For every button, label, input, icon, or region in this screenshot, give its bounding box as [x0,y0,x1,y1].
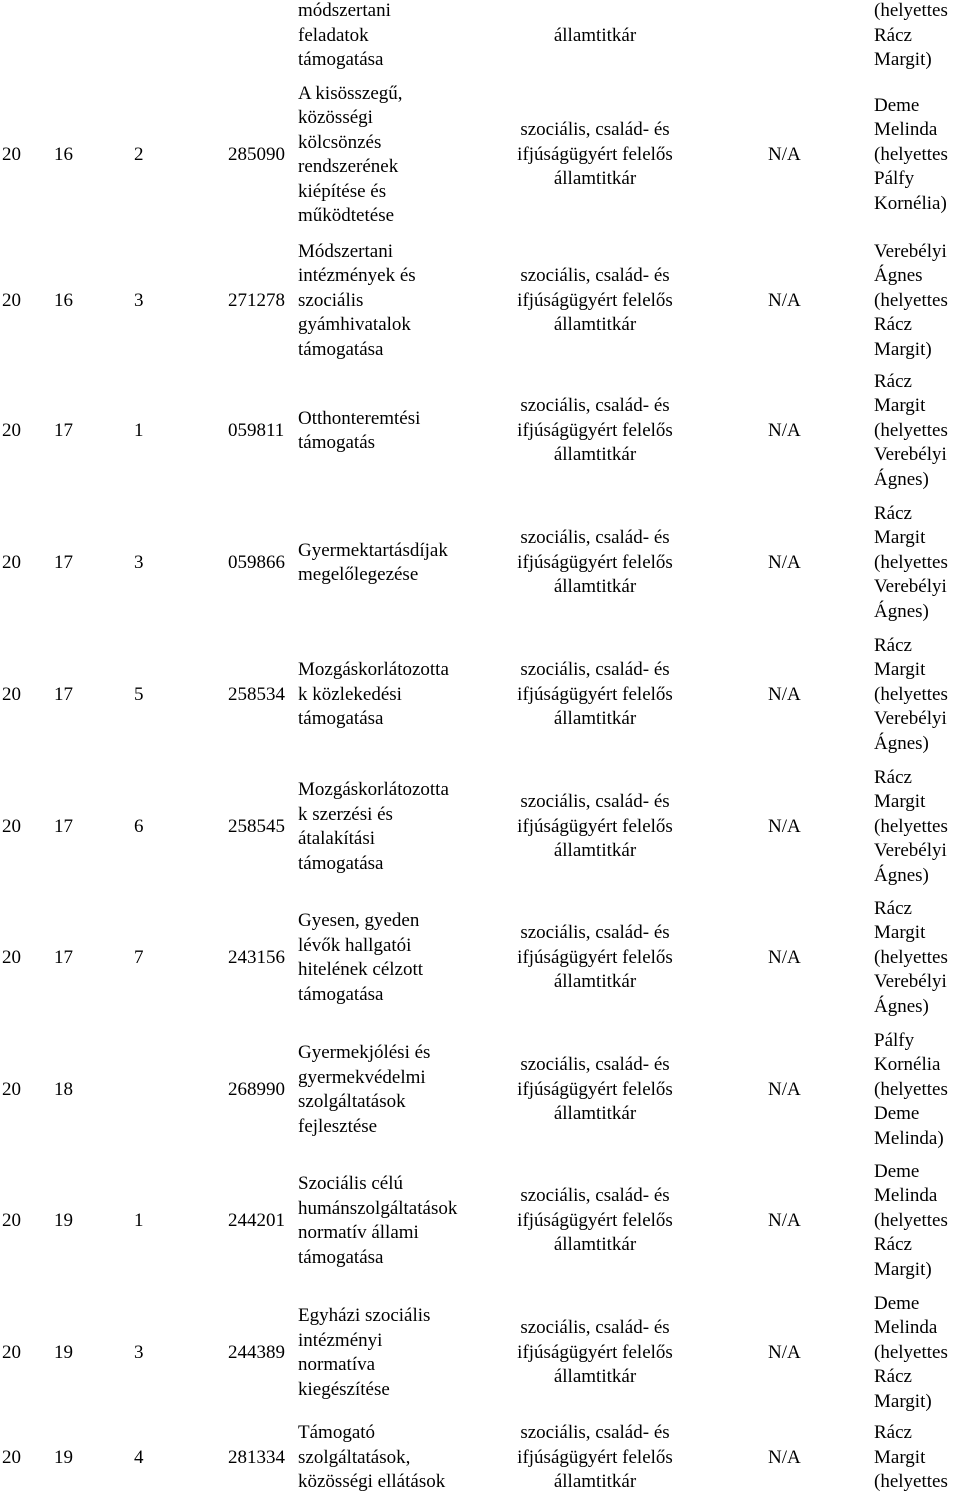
col-prefix [2,1288,42,1418]
col-prefix-text: 20 [2,683,21,705]
col-official-text: Verebélyi Ágnes (helyettes Rácz Margit) [874,240,948,360]
col-responsible-text: szociális, család- és ifjúságügyért felelős államtitkár [517,659,673,730]
col-chapter [54,1288,94,1418]
col-chapter-text: 19 [54,1341,73,1363]
col-prefix-text: 20 [2,946,21,968]
col-id [228,0,298,72]
col-chapter-text: 18 [54,1078,73,1100]
col-chapter-text: 17 [54,419,73,441]
col-official-text: Rácz Margit (helyettes Verebélyi Ágnes) [874,502,948,622]
col-id-text: 285090 [228,143,285,165]
col-status-text: N/A [768,946,801,968]
col-name [298,82,508,226]
col-name-text: Egyházi szociális intézményi normatíva kiegészítése [298,1305,431,1400]
col-id-text: 059811 [228,419,285,441]
col-responsible-text: szociális, család- és ifjúságügyért felelős államtitkár [517,265,673,336]
col-status-text: N/A [768,1341,801,1363]
col-status [768,630,818,760]
col-name [298,0,508,72]
col-title [134,1418,174,1498]
col-id [228,1025,298,1155]
col-official [874,1288,960,1418]
col-official [874,498,960,628]
col-responsible [505,762,685,892]
col-prefix-text: 20 [2,289,21,311]
col-title-text: 3 [134,289,144,311]
col-name [298,1288,508,1418]
col-title [134,630,174,760]
col-prefix [2,0,42,72]
col-status [768,1156,818,1286]
col-id [228,893,298,1023]
table-row [0,1025,960,1155]
col-title-text: 5 [134,683,144,705]
table-row [0,1418,960,1498]
col-responsible-text: szociális, család- és ifjúságügyért felelős államtitkár [517,1185,673,1256]
col-id [228,498,298,628]
col-prefix [2,1025,42,1155]
table-row [0,366,960,496]
col-title [134,1288,174,1418]
col-chapter [54,366,94,496]
col-chapter [54,1025,94,1155]
col-status-text: N/A [768,1446,801,1468]
col-chapter [54,86,94,224]
col-chapter [54,893,94,1023]
col-name-text: Támogató szolgáltatások, közösségi ellátások [298,1422,446,1493]
col-name-text: Gyermekjólési és gyermekvédelmi szolgáltatások fejlesztése [298,1042,431,1137]
col-name [298,1418,508,1498]
col-title-text: 4 [134,1446,144,1468]
col-chapter [54,1156,94,1286]
col-responsible-text: szociális, család- és ifjúságügyért felelős államtitkár [517,527,673,598]
col-responsible-text: szociális, család- és ifjúságügyért felelős államtitkár [517,119,673,190]
col-name-text: Gyesen, gyeden lévők hallgatói hitelének célzott támogatása [298,910,424,1005]
col-prefix-text: 20 [2,419,21,441]
col-id-text: 281334 [228,1446,285,1468]
table-row [0,82,960,226]
col-id-text: 243156 [228,946,285,968]
col-name [298,236,508,366]
col-chapter [54,498,94,628]
col-title [134,86,174,224]
col-id-text: 271278 [228,289,285,311]
col-id-text: 268990 [228,1078,285,1100]
col-chapter-text: 16 [54,289,73,311]
col-official-text: Deme Melinda (helyettes Rácz Margit) [874,1292,948,1412]
col-id-text: 258545 [228,815,285,837]
col-status [768,366,818,496]
col-status-text: N/A [768,551,801,573]
col-id-text: 244389 [228,1341,285,1363]
col-prefix-text: 20 [2,551,21,573]
col-responsible-text: szociális, család- és ifjúságügyért felelős államtitkár [517,1422,673,1493]
col-official [874,0,960,72]
table-row [0,893,960,1023]
col-prefix [2,893,42,1023]
col-prefix-text: 20 [2,1446,21,1468]
col-prefix-text: 20 [2,815,21,837]
col-id [228,1288,298,1418]
col-id [228,366,298,496]
col-name-text: Otthonteremtési támogatás [298,407,421,453]
col-status-text: N/A [768,143,801,165]
col-official [874,1418,960,1498]
col-title-text: 6 [134,815,144,837]
col-name [298,762,508,892]
col-name [298,630,508,760]
col-name [298,893,508,1023]
col-official [874,236,960,366]
col-title [134,0,174,72]
table-row [0,1156,960,1286]
col-responsible [505,1418,685,1498]
col-prefix-text: 20 [2,1078,21,1100]
col-responsible [505,893,685,1023]
col-title [134,236,174,366]
col-id [228,1156,298,1286]
col-chapter-text: 17 [54,683,73,705]
table-row [0,1288,960,1418]
col-status-text: N/A [768,1209,801,1231]
col-id [228,630,298,760]
col-title [134,893,174,1023]
col-responsible [505,498,685,628]
col-title-text: 2 [134,143,144,165]
col-prefix [2,366,42,496]
col-responsible-text: szociális, család- és ifjúságügyért felelős államtitkár [517,395,673,466]
col-responsible-text: államtitkár [553,24,637,46]
col-id-text: 258534 [228,683,285,705]
col-name [298,1156,508,1286]
col-title-text: 3 [134,1341,144,1363]
col-chapter-text: 19 [54,1209,73,1231]
col-official-text: Rácz Margit (helyettes Verebélyi Ágnes) [874,370,948,490]
col-name-text: Mozgáskorlátozotta k közlekedési támogatása [298,659,449,730]
col-id [228,762,298,892]
col-prefix [2,86,42,224]
col-official [874,1025,960,1155]
col-chapter-text: 16 [54,143,73,165]
col-name-text: Mozgáskorlátozotta k szerzési és átalakítási támogatása [298,779,449,874]
col-responsible [505,1025,685,1155]
col-name-text: Gyermektartásdíjak megelőlegezése [298,539,448,585]
col-title-text: 7 [134,946,144,968]
col-official-text: (helyettes Rácz Margit) [874,0,948,71]
col-prefix [2,1418,42,1498]
col-official [874,86,960,224]
col-responsible-text: szociális, család- és ifjúságügyért felelős államtitkár [517,1317,673,1388]
col-chapter-text: 17 [54,946,73,968]
col-responsible [505,0,685,72]
col-title [134,498,174,628]
col-status [768,498,818,628]
col-title [134,1156,174,1286]
col-responsible [505,236,685,366]
col-name [298,1025,508,1155]
table-row [0,762,960,892]
col-official-text: Rácz Margit (helyettes Verebélyi Ágnes) [874,766,948,886]
col-status [768,1418,818,1498]
col-title [134,1025,174,1155]
col-status-text: N/A [768,419,801,441]
col-id-text: 059866 [228,551,285,573]
col-id-text: 244201 [228,1209,285,1231]
col-responsible [505,366,685,496]
col-prefix-text: 20 [2,1341,21,1363]
col-status [768,1288,818,1418]
col-official-text: Deme Melinda (helyettes Rácz Margit) [874,1160,948,1280]
col-title-text: 1 [134,1209,144,1231]
col-id [228,236,298,366]
col-id [228,1418,298,1498]
table-row [0,630,960,760]
col-title [134,366,174,496]
col-name-text: Szociális célú humánszolgáltatások normatív állami támogatása [298,1173,458,1268]
col-prefix [2,498,42,628]
col-official [874,366,960,496]
col-official-text: Rácz Margit (helyettes Verebélyi Ágnes) [874,897,948,1017]
col-prefix [2,1156,42,1286]
col-status [768,86,818,224]
col-chapter [54,630,94,760]
col-title-text: 3 [134,551,144,573]
col-id [228,86,298,224]
col-prefix [2,762,42,892]
col-status [768,1025,818,1155]
col-status-text: N/A [768,815,801,837]
col-prefix-text: 20 [2,143,21,165]
col-chapter [54,236,94,366]
col-official-text: Pálfy Kornélia (helyettes Deme Melinda) [874,1029,948,1149]
col-status-text: N/A [768,683,801,705]
col-official [874,1156,960,1286]
col-chapter [54,762,94,892]
col-status [768,0,818,72]
col-official-text: Rácz Margit (helyettes [874,1422,948,1493]
col-responsible-text: szociális, család- és ifjúságügyért felelős államtitkár [517,791,673,862]
table-row [0,0,960,72]
col-name-text: Módszertani intézmények és szociális gyámhivatalok támogatása [298,240,416,360]
col-status [768,893,818,1023]
col-official [874,893,960,1023]
col-name [298,366,508,496]
col-responsible-text: szociális, család- és ifjúságügyért felelős államtitkár [517,1054,673,1125]
col-name [298,498,508,628]
col-responsible-text: szociális, család- és ifjúságügyért felelős államtitkár [517,922,673,993]
col-responsible [505,1156,685,1286]
col-prefix-text: 20 [2,1209,21,1231]
col-prefix [2,236,42,366]
col-chapter [54,0,94,72]
col-responsible [505,86,685,224]
col-status-text: N/A [768,1078,801,1100]
col-official [874,630,960,760]
col-responsible [505,630,685,760]
col-responsible [505,1288,685,1418]
col-title-text: 1 [134,419,144,441]
table-row [0,236,960,366]
col-official-text: Rácz Margit (helyettes Verebélyi Ágnes) [874,634,948,754]
col-name-text: A kisösszegű, közösségi kölcsönzés rendszerének kiépítése és működtetése [298,82,403,226]
col-chapter [54,1418,94,1498]
col-official [874,762,960,892]
col-chapter-text: 19 [54,1446,73,1468]
col-chapter-text: 17 [54,551,73,573]
col-title [134,762,174,892]
col-chapter-text: 17 [54,815,73,837]
col-prefix [2,630,42,760]
col-name-text: módszertani feladatok támogatása [298,0,391,71]
col-status [768,762,818,892]
table-row [0,498,960,628]
col-official-text: Deme Melinda (helyettes Pálfy Kornélia) [874,94,948,214]
col-status [768,236,818,366]
col-status-text: N/A [768,289,801,311]
